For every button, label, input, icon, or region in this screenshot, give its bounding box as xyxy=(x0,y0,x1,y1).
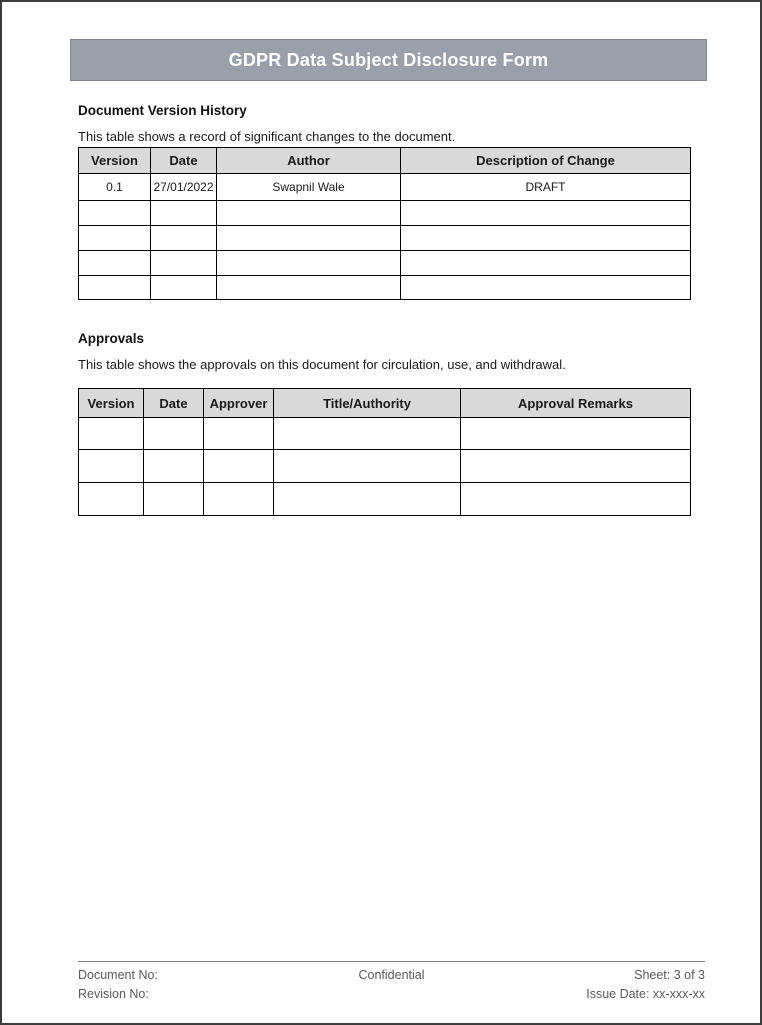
footer-grid xyxy=(78,966,705,1004)
column-header-approver: Approver xyxy=(204,389,274,418)
column-header-description: Description of Change xyxy=(401,148,691,174)
table-cell xyxy=(79,226,151,251)
table-row xyxy=(79,174,691,201)
column-header-version: Version xyxy=(79,148,151,174)
issue-date: Issue Date: xx-xxx-xx xyxy=(586,987,705,1001)
table-cell xyxy=(461,418,691,450)
table-cell: 0.1 xyxy=(79,174,151,201)
table-cell xyxy=(401,226,691,251)
table-row xyxy=(79,450,691,483)
version-history-table xyxy=(78,147,691,300)
version-history-intro: This table shows a record of significant changes to the document. xyxy=(78,129,456,144)
table-cell xyxy=(274,418,461,450)
table-row xyxy=(79,418,691,450)
table-cell xyxy=(204,450,274,483)
table-cell xyxy=(79,450,144,483)
table-cell xyxy=(79,276,151,300)
table-cell xyxy=(144,418,204,450)
section-heading-version-history: Document Version History xyxy=(78,103,247,118)
table-cell xyxy=(401,251,691,276)
table-cell xyxy=(461,483,691,516)
column-header-approval-remarks: Approval Remarks xyxy=(461,389,691,418)
table-cell xyxy=(204,483,274,516)
table-cell xyxy=(79,418,144,450)
table-cell xyxy=(151,276,217,300)
table-cell: DRAFT xyxy=(401,174,691,201)
confidential-label: Confidential xyxy=(358,968,425,982)
column-header-date: Date xyxy=(151,148,217,174)
table-cell xyxy=(204,418,274,450)
approvals-table xyxy=(78,388,691,516)
table-cell xyxy=(401,201,691,226)
table-row xyxy=(79,483,691,516)
table-cell xyxy=(144,450,204,483)
table-cell xyxy=(79,201,151,226)
title-banner xyxy=(70,39,707,81)
table-cell xyxy=(217,251,401,276)
column-header-title-authority: Title/Authority xyxy=(274,389,461,418)
footer-left xyxy=(78,966,287,1004)
document-no-label: Document No: xyxy=(78,968,158,982)
table-cell xyxy=(401,276,691,300)
table-header-row xyxy=(79,148,691,174)
table-cell xyxy=(79,251,151,276)
table-cell xyxy=(461,450,691,483)
sheet-number: Sheet: 3 of 3 xyxy=(634,968,705,982)
table-row xyxy=(79,276,691,300)
table-cell xyxy=(274,450,461,483)
table-row xyxy=(79,251,691,276)
table-cell xyxy=(217,201,401,226)
section-heading-approvals: Approvals xyxy=(78,331,145,346)
table-cell xyxy=(151,201,217,226)
table-cell: 27/01/2022 xyxy=(151,174,217,201)
document-title: GDPR Data Subject Disclosure Form xyxy=(228,49,549,70)
page-footer xyxy=(78,961,705,1004)
table-cell xyxy=(217,226,401,251)
table-cell xyxy=(79,483,144,516)
table-cell: Swapnil Wale xyxy=(217,174,401,201)
table-header-row xyxy=(79,389,691,418)
footer-right xyxy=(496,966,705,1004)
table-row xyxy=(79,226,691,251)
column-header-author: Author xyxy=(217,148,401,174)
column-header-date: Date xyxy=(144,389,204,418)
footer-center xyxy=(287,966,496,1004)
table-cell xyxy=(151,251,217,276)
table-row xyxy=(79,201,691,226)
table-cell xyxy=(274,483,461,516)
table-cell xyxy=(217,276,401,300)
table-cell xyxy=(144,483,204,516)
column-header-version: Version xyxy=(79,389,144,418)
table-cell xyxy=(151,226,217,251)
revision-no-label: Revision No: xyxy=(78,987,149,1001)
approvals-intro: This table shows the approvals on this document for circulation, use, and withdrawal. xyxy=(78,357,566,372)
